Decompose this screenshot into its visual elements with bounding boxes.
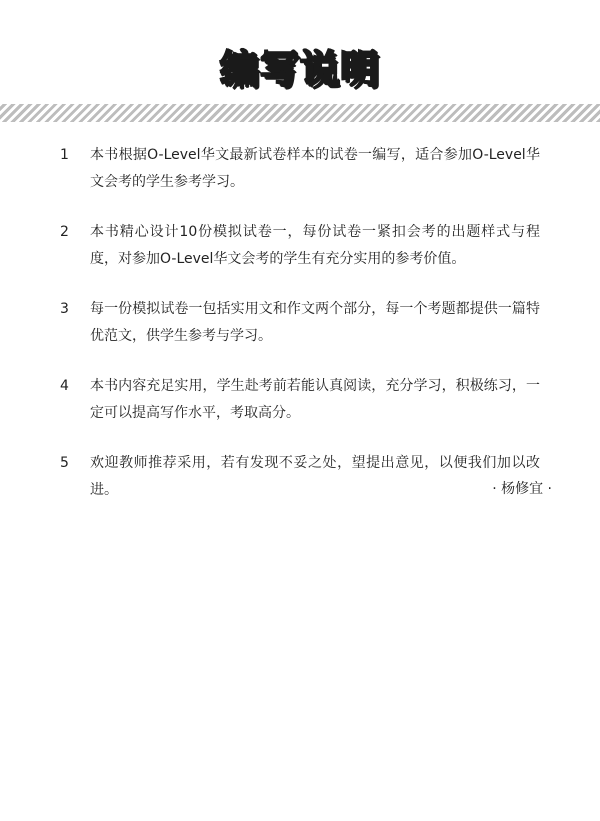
item-text: 本书根据O-Level华文最新试卷样本的试卷一编写，适合参加O-Level华文会考的学生参考学习。 [90, 147, 540, 190]
item-number: 2 [60, 224, 69, 240]
list-item [60, 219, 540, 273]
item-number: 3 [60, 301, 69, 317]
list-item [60, 450, 540, 504]
list-item [60, 296, 540, 350]
item-text: 本书精心设计10份模拟试卷一，每份试卷一紧扣会考的出题样式与程度，对参加O-Level华文会考的学生有充分实用的参考价值。 [90, 224, 540, 267]
notes-list [60, 142, 540, 527]
author-signature: · 杨修宜 · [492, 481, 552, 497]
decorative-stripe-band [0, 104, 600, 122]
item-number: 1 [60, 147, 69, 163]
item-text: 欢迎教师推荐采用，若有发现不妥之处，望提出意见，以便我们加以改进。 [90, 455, 540, 498]
item-text: 每一份模拟试卷一包括实用文和作文两个部分，每一个考题都提供一篇特优范文，供学生参考与学习。 [90, 301, 540, 344]
page-title: 编写说明 [219, 47, 380, 91]
item-number: 5 [60, 455, 69, 471]
item-number: 4 [60, 378, 69, 394]
list-item [60, 142, 540, 196]
item-text: 本书内容充足实用，学生赴考前若能认真阅读，充分学习，积极练习，一定可以提高写作水平，考取高分。 [90, 378, 540, 421]
list-item [60, 373, 540, 427]
